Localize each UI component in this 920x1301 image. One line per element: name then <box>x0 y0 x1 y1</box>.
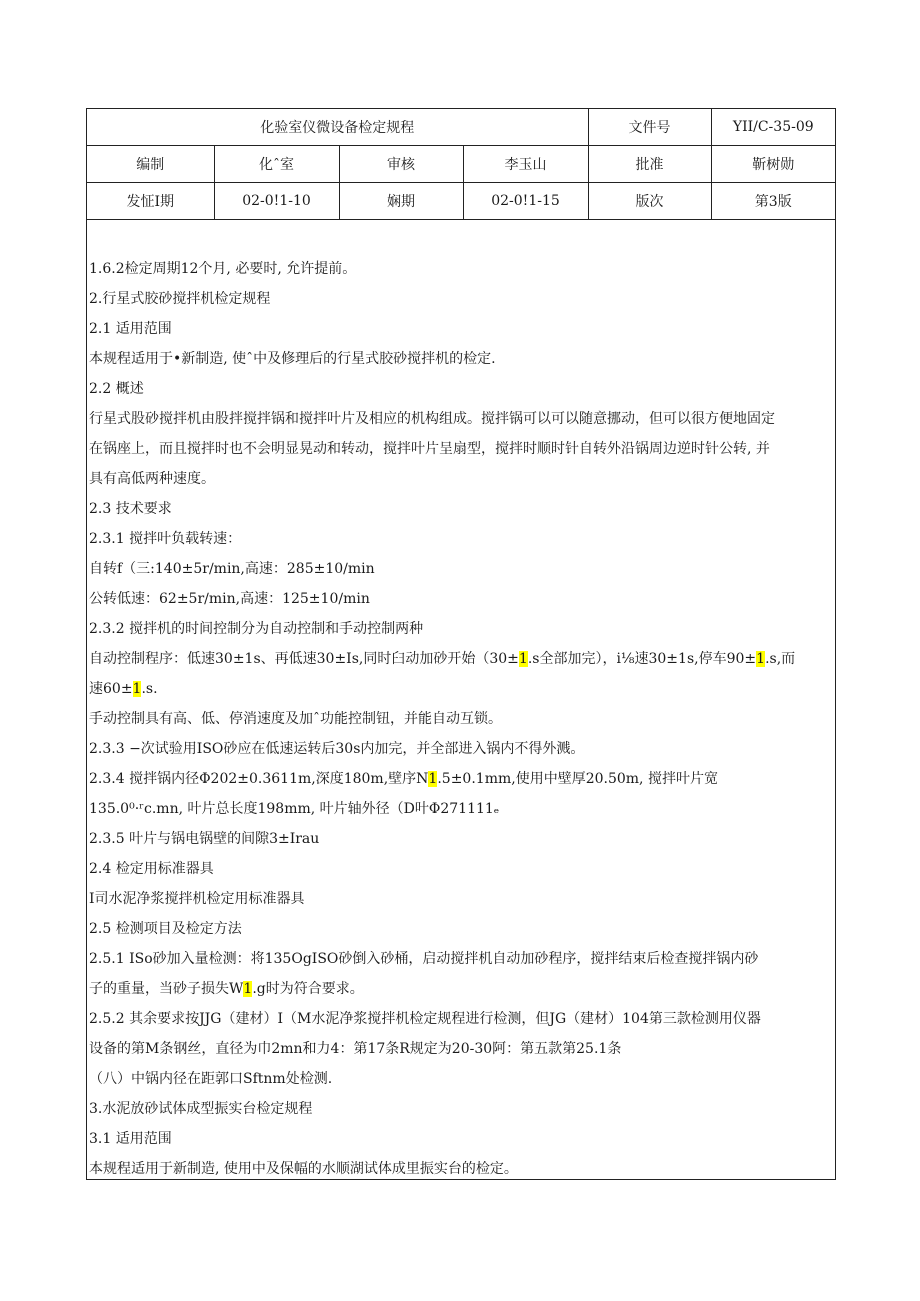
body-line: 本规程适用于新制造, 使用中及保幅的水顺湖试体成里振实台的检定。 <box>89 1161 518 1177</box>
text-run: .5±0.1mm,使用中壁厚20.50m, 搅拌叶片宽 <box>437 771 718 787</box>
highlight-mark: 1 <box>756 651 766 667</box>
body-line: 设备的第M条钢丝，直径为巾2mn和力4：第17条R规定为20-30阿：第五款第25.1条 <box>89 1041 622 1057</box>
text-run: 2.3.4 搅拌锅内径Φ202±0.3611m,深度180m,壁序N <box>89 771 429 787</box>
header-table <box>87 109 835 220</box>
body-line: 本规程适用于•新制造, 使ˆ中及修理后的行星式胶砂搅拌机的检定. <box>89 351 496 367</box>
body-line: 2.3.5 叶片与锅电锅壁的间隙3±Irau <box>89 831 320 847</box>
reviewer-value: 李玉山 <box>463 146 588 183</box>
approver-value: 靳树勋 <box>711 146 835 183</box>
text-run: 自动控制程序：低速30±1s、再低速30±Is,同时臼动加砂开始（30± <box>89 651 519 667</box>
text-run: 速60± <box>89 681 133 697</box>
section-heading: 2.行星式胶砂搅拌机检定规程 <box>89 291 271 307</box>
body-line: 自转f（三:140±5r∕min,高速：285±10∕min <box>89 561 375 577</box>
reviewer-label: 审核 <box>339 146 463 183</box>
editor-label: 编制 <box>87 146 214 183</box>
body-line: I司水泥净浆搅拌机检定用标准器具 <box>89 891 305 907</box>
body-line: （八）中锅内径在距郭口Sftnm处检测. <box>89 1071 333 1087</box>
approver-label: 批准 <box>588 146 711 183</box>
highlight-mark: 1 <box>518 651 528 667</box>
highlight-mark: 1 <box>132 681 142 697</box>
text-run: .s. <box>141 681 158 697</box>
highlight-mark: 1 <box>243 981 253 997</box>
body-line <box>89 974 833 1004</box>
body-line: 在锅座上，而且搅拌时也不会明显晃动和转动，搅拌叶片呈扇型，搅拌时顺时针自转外沿锅周边逆时针公转, 并 <box>89 441 770 457</box>
section-heading: 2.4 检定用标准器具 <box>89 861 214 877</box>
body-line: 具有高低两种速度。 <box>89 471 215 487</box>
body-line: 1.6.2检定周期12个月, 必要时, 允许提前。 <box>89 261 357 277</box>
section-heading: 2.1 适用范围 <box>89 321 172 337</box>
body-line <box>89 644 833 674</box>
section-heading: 2.5 检测项目及检定方法 <box>89 921 242 937</box>
body-line: 2.5.1 ISo砂加入量检测：将135OgISO砂倒入砂桶，启动搅拌机自动加砂程序，搅拌结束后检查搅拌锅内砂 <box>89 951 759 967</box>
document-body <box>89 254 833 1184</box>
highlight-mark: 1 <box>428 771 438 787</box>
body-line: 2.5.2 其余要求按JJG（建材）I（M水泥净浆搅拌机检定规程进行检测，但JG（建材）104第三款检测用仪器 <box>89 1011 761 1027</box>
body-line: 2.3.3 −次试验用ISO砂应在低速运转后30s内加完，并全部进入锅内不得外溅。 <box>89 741 585 757</box>
issue-date-value: 02-0!1-10 <box>214 183 339 220</box>
body-line: 2.3.1 搅拌叶负载转速： <box>89 531 242 547</box>
section-heading: 3.水泥放砂试体成型振实台检定规程 <box>89 1101 313 1117</box>
section-heading: 2.3 技术要求 <box>89 501 172 517</box>
impl-date-label: 娴期 <box>339 183 463 220</box>
version-value: 第3版 <box>711 183 835 220</box>
text-run: .g时为符合要求。 <box>252 981 364 997</box>
editor-value: 化ˆ室 <box>214 146 339 183</box>
section-heading: 3.1 适用范围 <box>89 1131 172 1147</box>
doc-title: 化验室仪微设备检定规程 <box>87 109 588 146</box>
text-run: .s,而 <box>765 651 796 667</box>
body-line <box>89 764 833 794</box>
body-line: 行星式股砂搅拌机由股拌搅拌锅和搅拌叶片及相应的机构组成。搅拌锅可以可以随意挪动，但可以很方便地固定 <box>89 411 775 427</box>
doc-no-label: 文件号 <box>588 109 711 146</box>
body-line <box>89 674 833 704</box>
body-line: 手动控制具有高、低、停消速度及加ˆ功能控制钮，并能自动互锁。 <box>89 711 502 727</box>
body-line: 公转低速：62±5r∕min,高速：125±10∕min <box>89 591 370 607</box>
section-heading: 2.2 概述 <box>89 381 144 397</box>
issue-date-label: 发怔I期 <box>87 183 214 220</box>
body-line: 135.0⁰·ʳc.mn, 叶片总长度198mm, 叶片轴外径（D叶Φ271111ₑ <box>89 801 500 817</box>
body-line: 2.3.2 搅拌机的时间控制分为自动控制和手动控制两种 <box>89 621 424 637</box>
doc-no-value: YII/C-35-09 <box>711 109 835 146</box>
document-frame <box>86 108 836 1180</box>
text-run: .s全部加完），i⅛速30±1s,停车90± <box>527 651 757 667</box>
text-run: 子的重量，当砂子损失W <box>89 981 244 997</box>
version-label: 版次 <box>588 183 711 220</box>
impl-date-value: 02-0!1-15 <box>463 183 588 220</box>
